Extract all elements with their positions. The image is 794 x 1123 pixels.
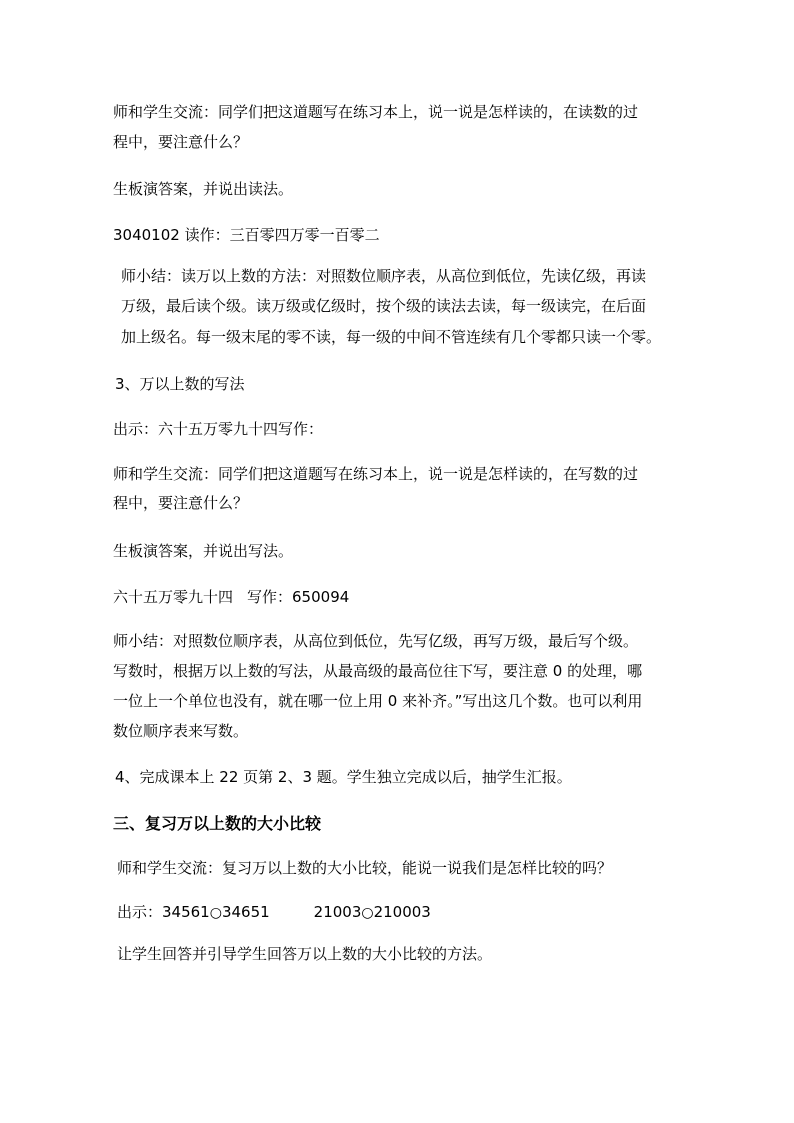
paragraph-read-example: 3040102 读作：三百零四万零一百零二 xyxy=(113,226,380,244)
paragraph-board-reading: 生板演答案，并说出读法。 xyxy=(113,180,294,198)
compare-circle-symbol: ○ xyxy=(361,905,374,921)
section-heading-comparison: 三、复习万以上数的大小比较 xyxy=(113,814,322,833)
compare-third-number: 21003 xyxy=(313,903,362,921)
paragraph-exchange-reading-line1: 师和学生交流：同学们把这道题写在练习本上，说一说是怎样读的，在读数的过 xyxy=(113,103,639,121)
write-example-words: 六十五万零九十四 xyxy=(113,588,234,606)
paragraph-writing-summary-line2: 写数时，根据万以上数的写法，从最高级的最高位往下写，要注意 0 的处理，哪 xyxy=(113,662,643,680)
paragraph-writing-summary-line4: 数位顺序表来写数。 xyxy=(113,722,249,740)
paragraph-show-comparison xyxy=(117,899,431,927)
paragraph-writing-summary-line1: 师小结：对照数位顺序表，从高位到低位，先写亿级，再写万级，最后写个级。 xyxy=(113,632,639,650)
paragraph-textbook-exercise: 4、完成课本上 22 页第 2、3 题。学生独立完成以后，抽学生汇报。 xyxy=(115,768,572,786)
compare-second-number: 34651 xyxy=(221,903,270,921)
section-writing-title: 3、万以上数的写法 xyxy=(115,375,245,393)
paragraph-show-writing: 出示：六十五万零九十四写作： xyxy=(113,420,324,438)
paragraph-write-example xyxy=(113,584,349,611)
paragraph-exchange-reading-line2: 程中，要注意什么？ xyxy=(113,133,249,151)
paragraph-reading-summary-line2: 万级，最后读个级。读万级或亿级时，按个级的读法去读，每一级读完，在后面 xyxy=(121,297,647,315)
paragraph-exchange-writing-line1: 师和学生交流：同学们把这道题写在练习本上，说一说是怎样读的，在写数的过 xyxy=(113,465,639,483)
write-example-number: 写作：650094 xyxy=(247,588,350,606)
paragraph-board-writing: 生板演答案，并说出写法。 xyxy=(113,542,294,560)
paragraph-writing-summary-line3: 一位上一个单位也没有，就在哪一位上用 0 来补齐。”写出这几个数。也可以利用 xyxy=(113,692,643,710)
paragraph-exchange-comparison: 师和学生交流：复习万以上数的大小比较，能说一说我们是怎样比较的吗？ xyxy=(117,859,613,877)
paragraph-answer-method: 让学生回答并引导学生回答万以上数的大小比较的方法。 xyxy=(117,945,493,963)
compare-circle-symbol: ○ xyxy=(209,905,222,921)
paragraph-reading-summary-line1: 师小结：读万以上数的方法：对照数位顺序表，从高位到低位，先读亿级，再读 xyxy=(121,267,647,285)
compare-fourth-number: 210003 xyxy=(373,903,431,921)
compare-first-number: 出示：34561 xyxy=(117,903,210,921)
paragraph-exchange-writing-line2: 程中，要注意什么？ xyxy=(113,494,249,512)
paragraph-reading-summary-line3: 加上级名。每一级末尾的零不读，每一级的中间不管连续有几个零都只读一个零。 xyxy=(121,328,662,346)
